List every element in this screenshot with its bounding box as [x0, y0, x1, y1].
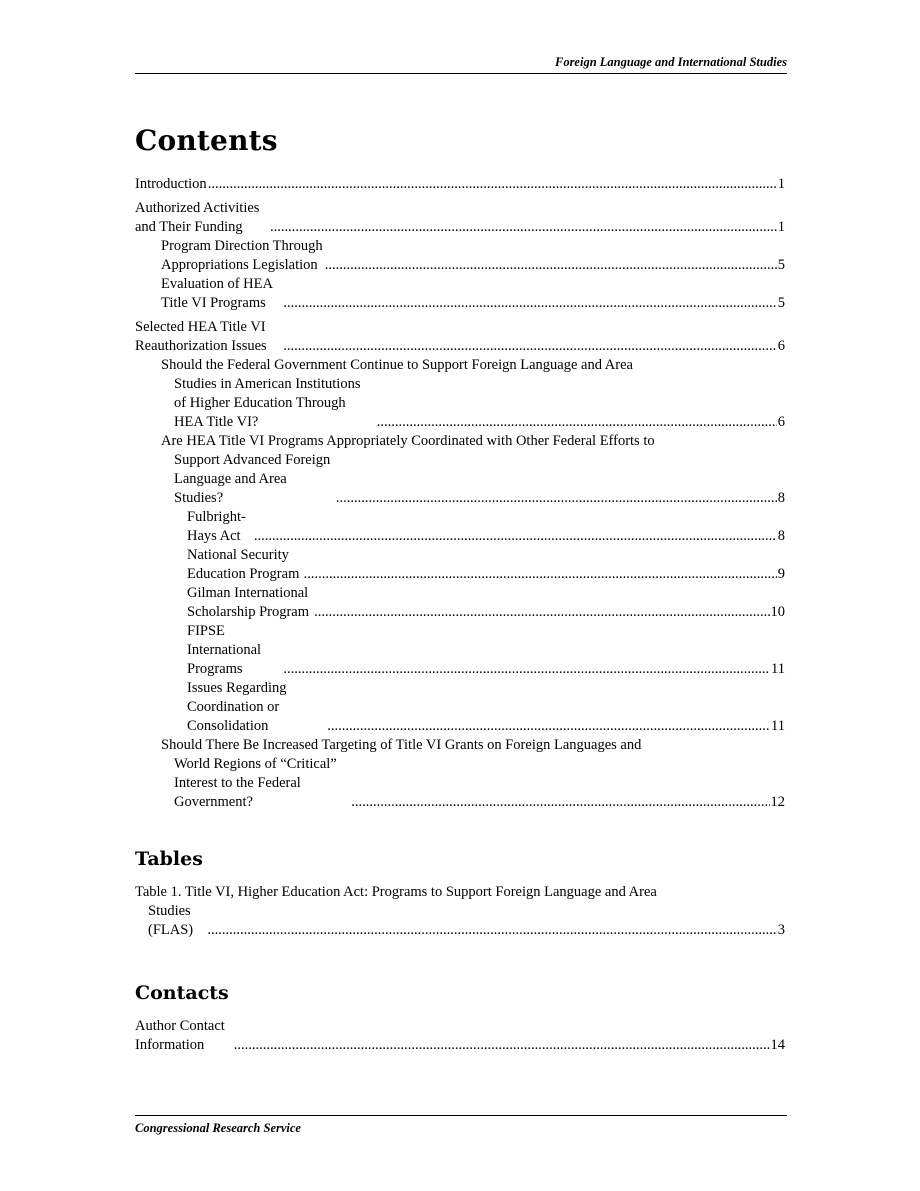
- dot-leader: [351, 793, 769, 812]
- dot-leader: [254, 527, 777, 546]
- dot-leader: [234, 1036, 770, 1055]
- toc-entry[interactable]: [135, 679, 785, 736]
- toc-page: [135, 124, 785, 1055]
- toc-entry-page: 1: [777, 219, 785, 235]
- contacts-heading: Contacts: [135, 982, 229, 1004]
- toc-entry[interactable]: [135, 584, 785, 622]
- toc-entry-title: Introduction: [135, 176, 207, 192]
- contents-list: [135, 175, 785, 812]
- toc-entry[interactable]: [135, 736, 785, 755]
- toc-entry-page: 12: [770, 794, 785, 810]
- toc-entry[interactable]: [135, 356, 785, 375]
- toc-entry-title: Author Contact Information: [135, 1018, 225, 1053]
- tables-list: [135, 883, 785, 940]
- toc-entry-page: 8: [777, 490, 785, 506]
- toc-entry[interactable]: [135, 902, 785, 940]
- toc-entry[interactable]: [135, 175, 785, 194]
- toc-entry-page: 6: [777, 414, 785, 430]
- toc-entry-title: FIPSE International Programs: [187, 623, 262, 677]
- toc-entry-page: 5: [777, 257, 785, 273]
- toc-entry[interactable]: [135, 275, 785, 313]
- toc-entry-title: Issues Regarding Coordination or Consolidation: [187, 680, 287, 734]
- tables-heading: Tables: [135, 848, 203, 870]
- dot-leader: [314, 603, 769, 622]
- dot-leader: [207, 921, 776, 940]
- dot-leader: [325, 256, 777, 275]
- toc-entry-title: Program Direction Through Appropriations Legislation: [161, 238, 323, 273]
- toc-entry-title: Studies (FLAS): [148, 903, 194, 938]
- toc-entry-title: Gilman International Scholarship Program: [187, 585, 310, 620]
- running-header-title: Foreign Language and International Studies: [554, 55, 787, 69]
- toc-entry-title: World Regions of “Critical” Interest to the Federal Government?: [174, 756, 337, 810]
- toc-entry-page: 14: [770, 1037, 785, 1053]
- contacts-list: [135, 1017, 785, 1055]
- toc-entry-title: National Security Education Program: [187, 547, 300, 582]
- toc-entry-page: 10: [770, 604, 785, 620]
- toc-entry-title: Selected HEA Title VI Reauthorization Issues: [135, 319, 267, 354]
- toc-entry-page: 11: [771, 718, 785, 734]
- toc-entry[interactable]: [135, 375, 785, 432]
- toc-entry-page: 8: [777, 528, 785, 544]
- toc-entry-title: Should the Federal Government Continue to Support Foreign Language and Area: [161, 357, 633, 373]
- toc-entry[interactable]: [135, 883, 785, 902]
- toc-entry[interactable]: [135, 432, 785, 451]
- running-header: [135, 55, 787, 74]
- toc-entry[interactable]: [135, 622, 785, 679]
- toc-entry-page: 11: [771, 661, 785, 677]
- toc-entry-page: 9: [777, 566, 785, 582]
- tables-section: [135, 848, 785, 940]
- dot-leader: [377, 413, 777, 432]
- toc-entry-title: Studies in American Institutions of Higher Education Through HEA Title VI?: [174, 376, 361, 430]
- toc-entry[interactable]: [135, 755, 785, 812]
- dot-leader: [283, 337, 777, 356]
- dot-leader: [270, 218, 777, 237]
- dot-leader: [283, 660, 770, 679]
- contents-heading: Contents: [135, 124, 278, 157]
- footer-source: Congressional Research Service: [135, 1121, 301, 1135]
- toc-entry-page: 5: [777, 295, 785, 311]
- toc-entry[interactable]: [135, 508, 785, 546]
- dot-leader: [327, 717, 770, 736]
- dot-leader: [304, 565, 777, 584]
- toc-entry-title: Should There Be Increased Targeting of Title VI Grants on Foreign Languages and: [161, 737, 642, 753]
- dot-leader: [336, 489, 777, 508]
- dot-leader: [283, 294, 776, 313]
- toc-entry-title: Evaluation of HEA Title VI Programs: [161, 276, 273, 311]
- toc-entry-title: Support Advanced Foreign Language and Area Studies?: [174, 452, 331, 506]
- contacts-section: [135, 982, 785, 1055]
- toc-entry[interactable]: [135, 451, 785, 508]
- toc-entry[interactable]: [135, 546, 785, 584]
- toc-entry-title: Fulbright-Hays Act: [187, 509, 246, 544]
- toc-entry[interactable]: [135, 318, 785, 356]
- toc-entry[interactable]: [135, 237, 785, 275]
- toc-entry-title: Are HEA Title VI Programs Appropriately Coordinated with Other Federal Efforts to: [161, 433, 655, 449]
- toc-entry-page: 3: [777, 922, 785, 938]
- dot-leader: [208, 175, 777, 194]
- running-footer: [135, 1115, 787, 1136]
- toc-entry[interactable]: [135, 1017, 785, 1055]
- toc-entry[interactable]: [135, 199, 785, 237]
- toc-entry-title: Table 1. Title VI, Higher Education Act: Programs to Support Foreign Language and Area: [135, 884, 657, 900]
- toc-entry-title: Authorized Activities and Their Funding: [135, 200, 260, 235]
- toc-entry-page: 1: [777, 176, 785, 192]
- toc-entry-page: 6: [777, 338, 785, 354]
